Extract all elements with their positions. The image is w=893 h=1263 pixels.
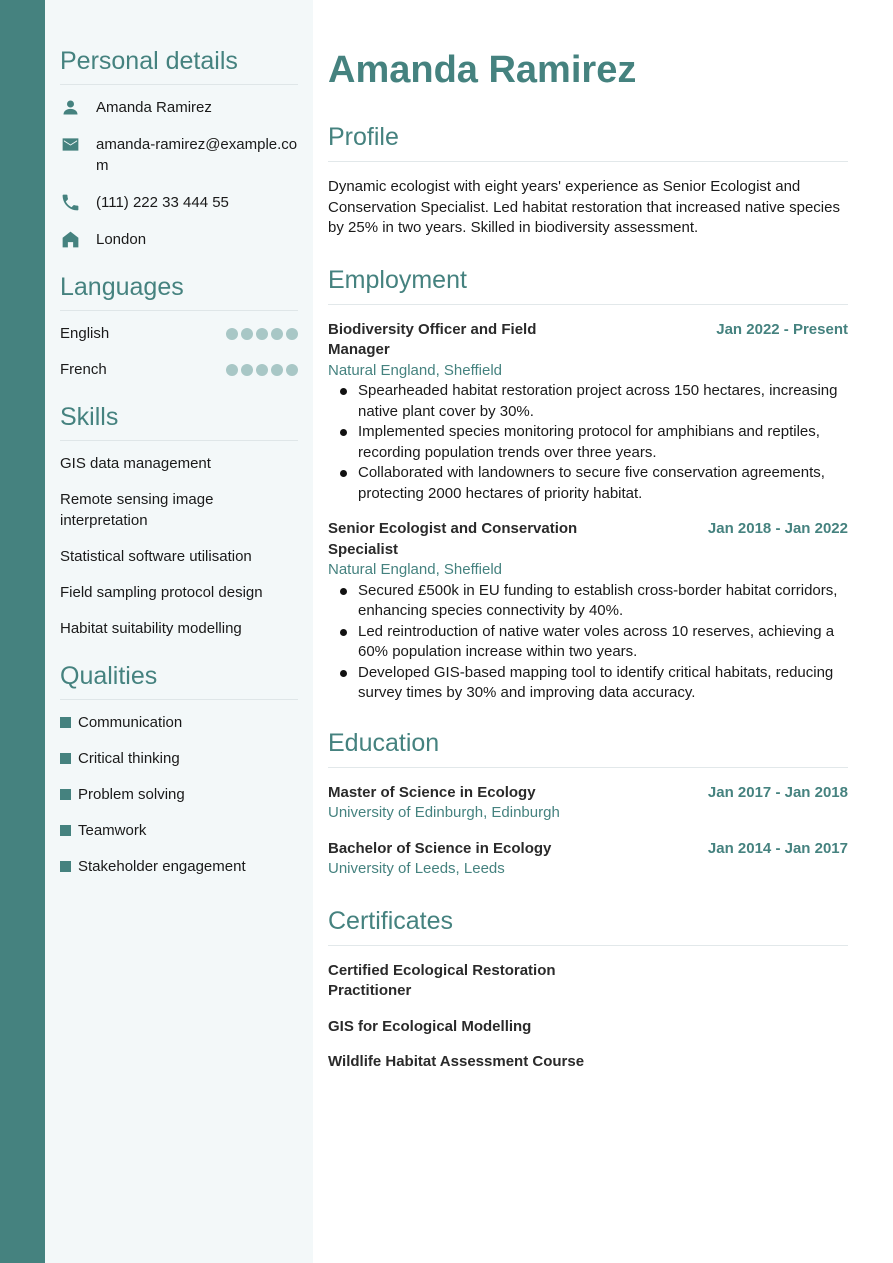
skills-section: [60, 402, 298, 639]
profile-text: Dynamic ecologist with eight years' experience as Senior Ecologist and Conservation Specialist. Led habitat restoration that increased native species by 25% in two years. Skilled in biodiversity assessment.: [328, 178, 840, 236]
education-header: [328, 783, 848, 804]
language-name: French: [60, 361, 107, 378]
education-header: [328, 839, 848, 860]
square-bullet-icon: [60, 789, 71, 800]
level-dot: [226, 364, 238, 376]
employment-section: [328, 265, 848, 704]
square-bullet-icon: [60, 861, 71, 872]
skill-item: Habitat suitability modelling: [60, 620, 242, 637]
language-name: English: [60, 325, 110, 342]
sidebar: [45, 0, 313, 1263]
language-level-dots: [226, 328, 298, 340]
job-bullets: [328, 381, 848, 504]
profile-heading: Profile: [328, 122, 848, 162]
school-name: University of Edinburgh, Edinburgh: [328, 804, 560, 821]
quality-label: Problem solving: [78, 786, 185, 803]
certificate-item: GIS for Ecological Modelling: [328, 1017, 532, 1035]
job-employer: Natural England, Sheffield: [328, 561, 503, 578]
certificate-item: Wildlife Habitat Assessment Course: [328, 1053, 585, 1070]
degree-title: Bachelor of Science in Ecology: [328, 839, 552, 857]
personal-phone-row: [60, 192, 298, 213]
level-dot: [286, 328, 298, 340]
quality-label: Stakeholder engagement: [78, 858, 246, 875]
job-bullet: Led reintroduction of native water voles across 10 reserves, achieving a 60% population increase within two years.: [358, 622, 848, 663]
skill-item: Field sampling protocol design: [60, 584, 263, 601]
quality-label: Critical thinking: [78, 750, 180, 767]
quality-item: [60, 748, 298, 769]
home-icon: [60, 229, 96, 250]
job-bullet: Developed GIS-based mapping tool to identify critical habitats, reducing survey times by 30% and improving data accuracy.: [358, 663, 848, 704]
square-bullet-icon: [60, 717, 71, 728]
personal-phone: (111) 222 33 444 55: [96, 194, 229, 211]
education-heading: Education: [328, 728, 848, 768]
certificate-item: Certified Ecological Restoration Practitioner: [328, 961, 556, 999]
education-dates: Jan 2017 - Jan 2018: [707, 783, 848, 801]
quality-item: [60, 712, 298, 733]
quality-item: [60, 784, 298, 805]
level-dot: [226, 328, 238, 340]
language-level-dots: [226, 364, 298, 376]
job-bullet: Secured £500k in EU funding to establish cross-border habitat corridors, enhancing species connectivity by 40%.: [358, 581, 848, 622]
profile-section: [328, 122, 848, 239]
quality-item: [60, 820, 298, 841]
candidate-name: Amanda Ramirez: [328, 49, 637, 91]
phone-icon: [60, 192, 96, 213]
job-dates: Jan 2018 - Jan 2022: [707, 520, 848, 537]
job-employer: Natural England, Sheffield: [328, 361, 503, 379]
education-section: [328, 728, 848, 880]
quality-item: [60, 856, 298, 877]
job-header: [328, 519, 848, 560]
main-content: [313, 0, 893, 1263]
email-icon: [60, 134, 96, 155]
job-bullets: [328, 581, 848, 704]
languages-heading: Languages: [60, 272, 298, 311]
certificates-heading: Certificates: [328, 906, 848, 946]
level-dot: [271, 364, 283, 376]
person-icon: [60, 97, 96, 118]
job-title: Senior Ecologist and Conservation Specialist: [328, 520, 578, 558]
personal-details-section: [60, 46, 298, 250]
skills-heading: Skills: [60, 402, 298, 441]
language-row: [60, 323, 298, 344]
skill-item: Remote sensing image interpretation: [60, 491, 214, 529]
quality-label: Communication: [78, 714, 183, 731]
skill-item: GIS data management: [60, 455, 211, 472]
job-entry: [328, 320, 848, 505]
level-dot: [241, 364, 253, 376]
education-entry: [328, 783, 848, 824]
accent-stripe: [0, 0, 45, 1263]
level-dot: [271, 328, 283, 340]
education-entry: [328, 839, 848, 880]
job-bullet: Spearheaded habitat restoration project across 150 hectares, increasing native plant cover by 30%.: [358, 381, 848, 422]
level-dot: [256, 364, 268, 376]
skill-item: Statistical software utilisation: [60, 548, 252, 565]
job-bullet: Collaborated with landowners to secure five conservation agreements, protecting 2000 hectares of priority habitat.: [358, 463, 848, 504]
personal-name: Amanda Ramirez: [96, 99, 212, 116]
school-name: University of Leeds, Leeds: [328, 860, 505, 877]
qualities-heading: Qualities: [60, 661, 298, 700]
languages-section: [60, 272, 298, 380]
personal-email[interactable]: amanda-ramirez@example.com: [96, 136, 298, 174]
certificates-section: [328, 906, 848, 1073]
personal-location-row: [60, 229, 298, 250]
employment-heading: Employment: [328, 265, 848, 305]
degree-title: Master of Science in Ecology: [328, 783, 536, 801]
quality-label: Teamwork: [78, 822, 147, 839]
level-dot: [256, 328, 268, 340]
job-title: Biodiversity Officer and Field Manager: [328, 320, 537, 358]
personal-details-heading: Personal details: [60, 46, 298, 85]
job-bullet: Implemented species monitoring protocol for amphibians and reptiles, recording population trends over three years.: [358, 422, 848, 463]
level-dot: [286, 364, 298, 376]
qualities-section: [60, 661, 298, 877]
job-entry: [328, 519, 848, 704]
personal-location: London: [96, 231, 147, 248]
education-dates: Jan 2014 - Jan 2017: [707, 839, 848, 857]
job-dates: Jan 2022 - Present: [716, 320, 848, 338]
square-bullet-icon: [60, 825, 71, 836]
job-header: [328, 320, 848, 361]
personal-name-row: [60, 97, 298, 118]
square-bullet-icon: [60, 753, 71, 764]
language-row: [60, 359, 298, 380]
personal-email-row: [60, 134, 298, 176]
level-dot: [241, 328, 253, 340]
